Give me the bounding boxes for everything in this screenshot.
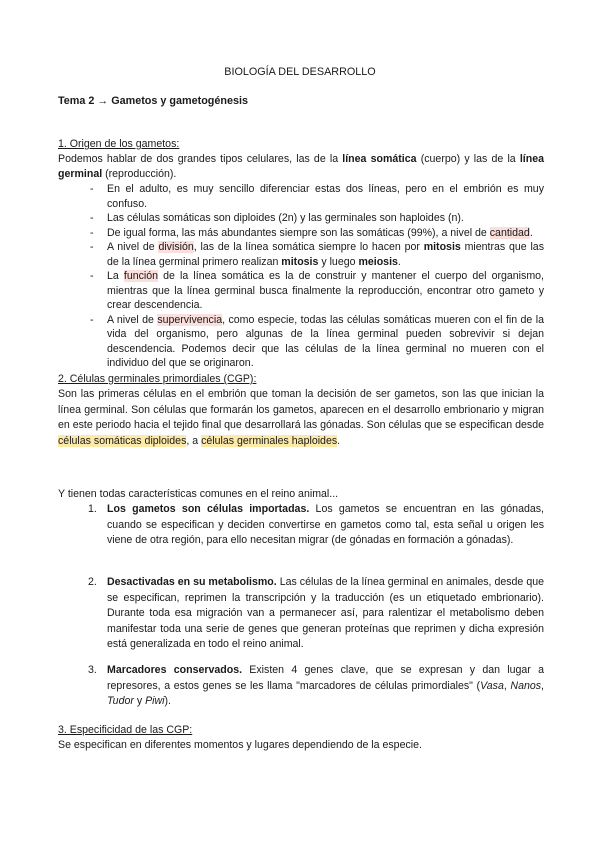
document-title: BIOLOGÍA DEL DESARROLLO [224, 66, 376, 78]
list-item: 1. Los gametos son células importadas. Los gametos se encuentran en las gónadas, cuando se especifican y deciden convertirse en gametos como tal, esta señal u origen les viene de otra región, para ello necesitan migrar (de gónadas en formación a gónadas). [88, 503, 544, 546]
highlight: células germinales haploides [201, 434, 338, 447]
section-heading: 2. Células germinales primordiales (CGP): [58, 373, 257, 385]
section-origen-gametos [58, 137, 544, 371]
highlight: cantidad [489, 226, 530, 239]
highlight: células somáticas diploides [58, 434, 187, 447]
numbered-list [58, 575, 544, 653]
list-item: - A nivel de supervivencia, como especie, todas las células somáticas mueren con el fin de la vida del organismo, pero algunas de la línea germinal pueden sobrevivir si dejan descendencia. Podemos decir que las células de la línea germinal no mueren con el individuo del que se originaron. [58, 313, 544, 371]
numbered-item-1 [58, 502, 544, 549]
section-heading: 1. Origen de los gametos: [58, 138, 180, 150]
list-item: - La función de la línea somática es la de construir y mantener el cuerpo del organismo, mientras que la línea germinal busca finalmente la reproducción, encontrar otro gameto y crear descendencia. [58, 269, 544, 313]
numbered-list [58, 502, 544, 549]
paragraph: Podemos hablar de dos grandes tipos celulares, las de la línea somática (cuerpo) y las de la línea germinal (reproducción). [58, 153, 545, 180]
numbered-item-2 [58, 575, 544, 653]
list-item: - De igual forma, las más abundantes siempre son las somáticas (99%), a nivel de cantidad. [58, 226, 544, 241]
highlight: supervivencia [157, 313, 223, 326]
highlight: división [158, 241, 194, 253]
section-especificidad [58, 723, 544, 753]
section-cgp [58, 372, 544, 449]
paragraph: Y tienen todas características comunes en el reino animal... [58, 488, 339, 500]
numbered-item-3 [58, 663, 544, 710]
list-item: - A nivel de división, las de la línea somática siempre lo hacen por mitosis mientras que las de la línea germinal primero realizan mitosis y luego meiosis. [58, 240, 544, 269]
intro-caracteristicas [58, 487, 544, 502]
highlight: función [123, 270, 159, 282]
list-item: 2. Desactivadas en su metabolismo. Las células de la línea germinal en animales, desde que se especifican, reprimen la transcripción y la traducción (es un etiquetado embrionario). Durante toda esa migración van a permanecer así, para ralentizar el metabolismo deben manifestar toda una serie de genes que generan proteínas que reprimen y dicha expresión está generalizada en todo el reino animal. [88, 576, 544, 650]
numbered-list [58, 663, 544, 710]
paragraph: Se especifican en diferentes momentos y lugares dependiendo de la especie. [58, 739, 422, 751]
list-item: - Las células somáticas son diploides (2n) y las germinales son haploides (n). [58, 211, 544, 226]
topic-heading: Tema 2 → Gametos y gametogénesis [58, 95, 249, 107]
list-item: - En el adulto, es muy sencillo diferenciar estas dos líneas, pero en el embrión es muy confuso. [58, 182, 544, 211]
section-heading: 3. Especificidad de las CGP: [58, 724, 193, 736]
list-item: 3. Marcadores conservados. Existen 4 genes clave, que se expresan y dan lugar a represores, a estos genes se les llama "marcadores de células primordiales" (Vasa, Nanos, Tudor y Piwi). [88, 664, 544, 707]
paragraph: Son las primeras células en el embrión que toman la decisión de ser gametos, son las que inician la línea germinal. Son células que formarán los gametos, aparecen en el desarrollo embrionario y migran en este periodo hacia el tejido final que desarrollará las gónadas. Son células que se especifican desde células somáticas diploides, a células germinales haploides. [58, 388, 544, 447]
bullet-list [58, 182, 544, 371]
